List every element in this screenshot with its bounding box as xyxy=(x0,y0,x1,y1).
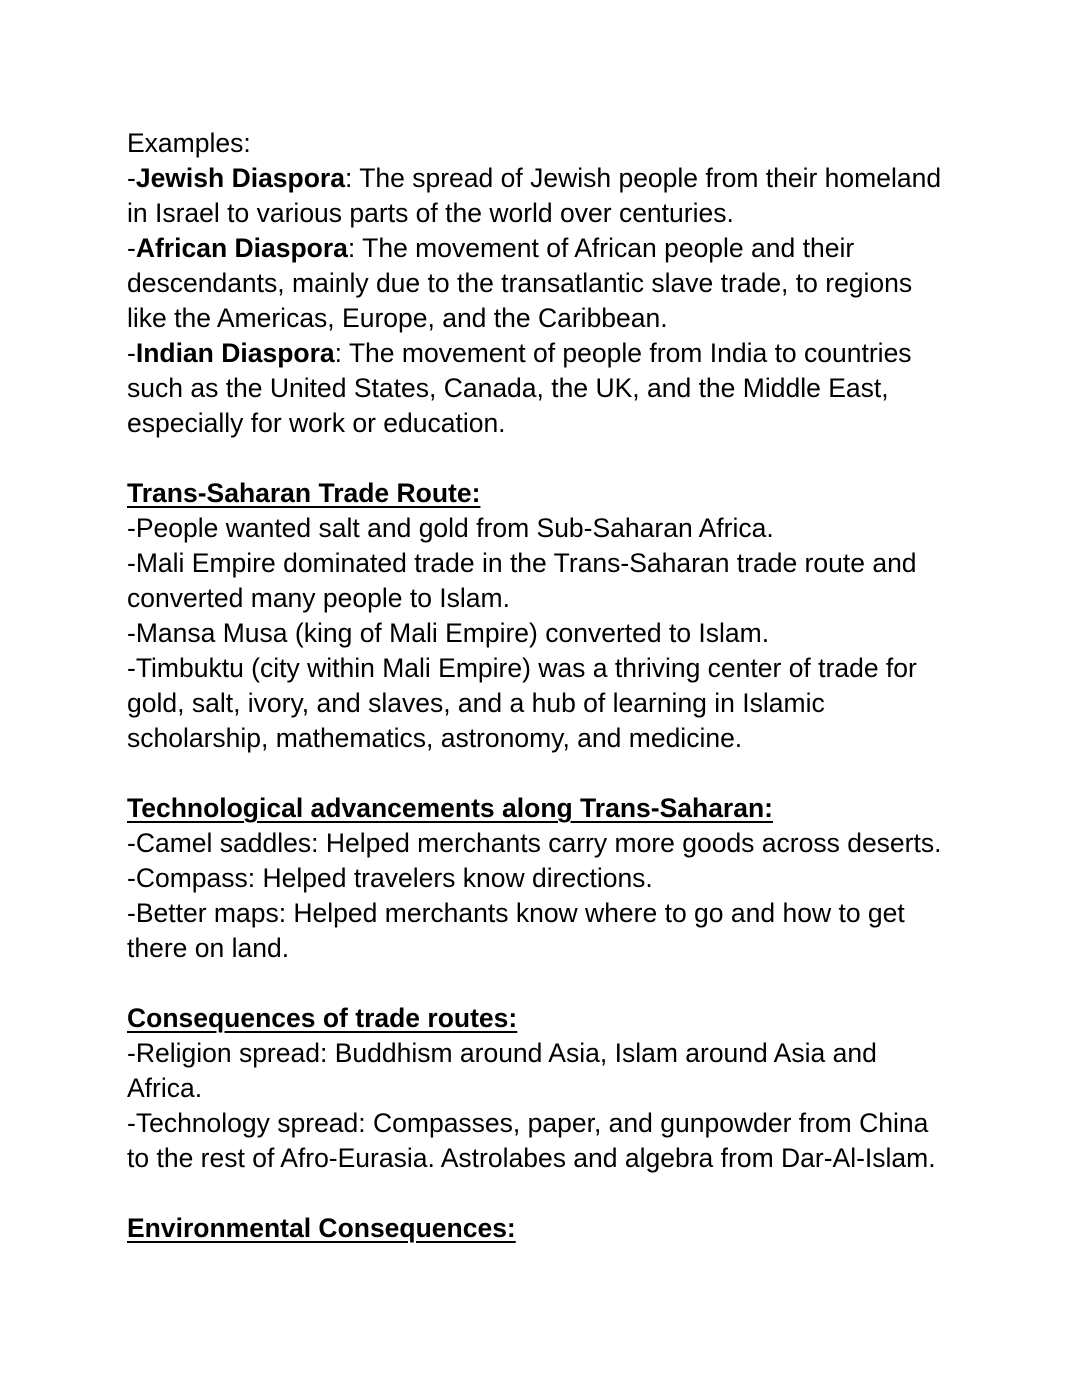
paragraph xyxy=(127,1036,952,1106)
text-run: - xyxy=(127,163,136,193)
text-run: -Better maps: Helped merchants know where to go and how to get there on land. xyxy=(127,898,905,963)
text-run: -Mali Empire dominated trade in the Trans-Saharan trade route and converted many people to Islam. xyxy=(127,548,917,613)
paragraph xyxy=(127,861,952,896)
document-content xyxy=(127,126,952,1246)
paragraph xyxy=(127,336,952,441)
bold-text-run: African Diaspora xyxy=(135,233,348,263)
paragraph xyxy=(127,896,952,966)
paragraph xyxy=(127,161,952,231)
text-run: -Camel saddles: Helped merchants carry more goods across deserts. xyxy=(127,828,942,858)
section-heading: Technological advancements along Trans-Saharan: xyxy=(127,793,773,823)
paragraph xyxy=(127,1106,952,1176)
paragraph xyxy=(127,231,952,336)
document-section xyxy=(127,791,952,966)
bold-text-run: Jewish Diaspora xyxy=(135,163,345,193)
text-run: -Religion spread: Buddhism around Asia, Islam around Asia and Africa. xyxy=(127,1038,877,1103)
document-section xyxy=(127,476,952,756)
text-run: -Mansa Musa (king of Mali Empire) converted to Islam. xyxy=(127,618,770,648)
bold-text-run: Indian Diaspora xyxy=(135,338,335,368)
paragraph xyxy=(127,616,952,651)
paragraph xyxy=(127,651,952,756)
text-run: : The movement of African people and their descendants, mainly due to the transatlantic slave trade, to regions like the Americas, Europe, and the Caribbean. xyxy=(127,233,913,333)
paragraph xyxy=(127,511,952,546)
paragraph xyxy=(127,546,952,616)
document-section xyxy=(127,126,952,441)
paragraph xyxy=(127,126,952,161)
section-heading: Consequences of trade routes: xyxy=(127,1003,518,1033)
section-heading: Environmental Consequences: xyxy=(127,1213,516,1243)
text-run: - xyxy=(127,233,136,263)
text-run: -Timbuktu (city within Mali Empire) was a thriving center of trade for gold, salt, ivory, and slaves, and a hub of learning in Islamic scholarship, mathematics, astronomy, and medicine. xyxy=(127,653,917,753)
text-run: : The movement of people from India to countries such as the United States, Canada, the UK, and the Middle East, especially for work or education. xyxy=(127,338,912,438)
section-heading: Trans-Saharan Trade Route: xyxy=(127,478,481,508)
text-run: -People wanted salt and gold from Sub-Saharan Africa. xyxy=(127,513,774,543)
text-run: - xyxy=(127,338,136,368)
document-section xyxy=(127,1001,952,1176)
text-run: Examples: xyxy=(127,128,251,158)
text-run: : The spread of Jewish people from their homeland in Israel to various parts of the world over centuries. xyxy=(127,163,942,228)
text-run: -Compass: Helped travelers know directions. xyxy=(127,863,653,893)
text-run: -Technology spread: Compasses, paper, and gunpowder from China to the rest of Afro-Eurasia. Astrolabes and algebra from Dar-Al-Islam. xyxy=(127,1108,936,1173)
paragraph xyxy=(127,826,952,861)
document-section xyxy=(127,1211,952,1246)
